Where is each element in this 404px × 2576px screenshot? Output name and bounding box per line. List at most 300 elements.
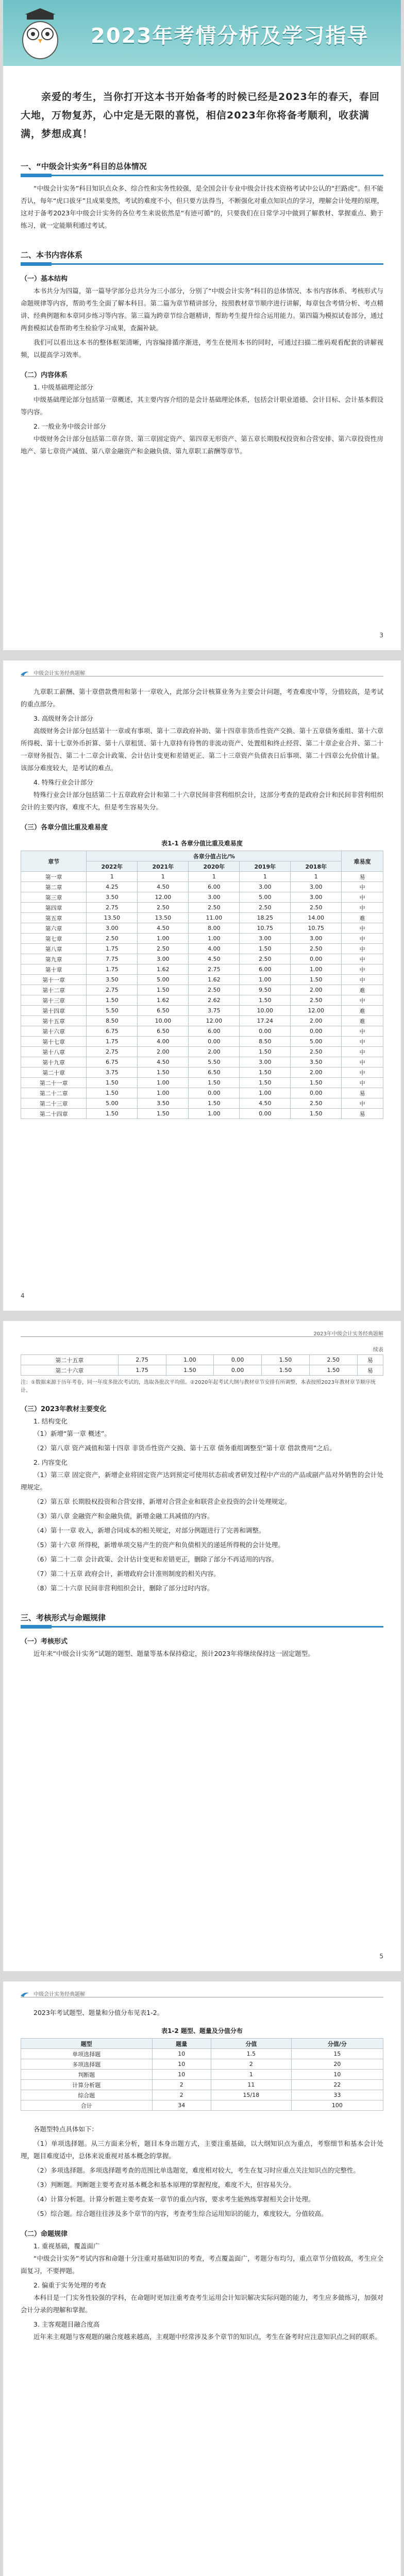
table-row (21, 903, 383, 913)
table-row (21, 934, 383, 944)
table-cell: 10 (152, 2049, 211, 2059)
table-cell: 第十五章 (21, 1016, 87, 1026)
table-cell: 3.00 (291, 882, 342, 892)
change-item: （1）新增“第一章 概述”。 (33, 1430, 111, 1437)
table-row (21, 923, 383, 934)
table-cell: 1.50 (309, 1365, 357, 1376)
table-header-row (21, 851, 383, 861)
table-cell: 中 (342, 1098, 383, 1109)
table-cell: 1.50 (166, 1365, 214, 1376)
column-header: 分值/分 (291, 2039, 383, 2049)
table-row (21, 1098, 383, 1109)
table-cell: 2.00 (189, 1047, 240, 1057)
table-cell: 4.50 (138, 923, 189, 934)
table-cell: 2.50 (87, 934, 138, 944)
paragraph: （2）多项选择题。多项选择题考查的范围比单选题宽，难度相对较大，考生在复习时应重点关注知识点的完整性。 (33, 2166, 360, 2174)
table-cell: 1.75 (87, 944, 138, 954)
table-cell: 8.50 (240, 1037, 291, 1047)
subsection-heading: （二）命题规律 (21, 2230, 68, 2238)
table-cell: 7.75 (87, 954, 138, 964)
section-divider (21, 1626, 383, 1628)
table-cell: 100 (291, 2100, 383, 2111)
table-cell: 5.00 (240, 892, 291, 903)
table-row (21, 872, 383, 882)
table-cell: 3.75 (87, 1067, 138, 1078)
table-row (21, 2090, 383, 2100)
table-cell: 10 (291, 2070, 383, 2080)
table-cell: 1.75 (118, 1365, 166, 1376)
table-row (21, 995, 383, 1006)
table-cell: 12.00 (189, 1016, 240, 1026)
table-cell: 1.50 (291, 975, 342, 985)
table-cell: 1.50 (87, 1088, 138, 1098)
table-cell: 2.75 (118, 1355, 166, 1365)
table-cell: 第十四章 (21, 1006, 87, 1016)
table-cell: 1.00 (240, 975, 291, 985)
table-total-row (21, 2100, 383, 2111)
column-header: 章节 (21, 851, 87, 872)
change-item: （8）第二十六章 民间非营利组织会计，删除了部分过时内容。 (33, 1584, 214, 1592)
table-cell: 1.62 (189, 975, 240, 985)
paragraph: 各题型特点具体如下： (33, 2125, 98, 2133)
paragraph: 本书共分为四篇，第一篇导学部分总共分为三小部分，分别了“中级会计实务”科目的总体情况、本书内容体系、考核形式与命题规律等内容，帮助考生全面了解本科目。第二篇为章节精讲部分，按照教材章节顺序进行讲解，每章包含考情分析、考点精讲、经典例题和本章同步练习等内容。第三篇为跨章节综合题精讲，帮助考生提升综合运用能力。第四篇为模拟试卷部分，通过两套模拟试卷帮助考生检验学习成果，查漏补缺。 (21, 287, 383, 332)
table-cell: 易 (342, 872, 383, 882)
column-header: 2022年 (87, 861, 138, 872)
table-row (21, 2049, 383, 2059)
table-cell: 中 (342, 1078, 383, 1088)
table-cell: 3.00 (240, 882, 291, 892)
table-cell: 第十章 (21, 964, 87, 975)
section-divider (21, 263, 383, 265)
table-cell: 难 (342, 985, 383, 995)
table-cell: 第一章 (21, 872, 87, 882)
table-cell: 3.00 (87, 923, 138, 934)
table-cell: 11.00 (189, 913, 240, 923)
paragraph: 中级财务会计部分包括第二章存货、第三章固定资产、第四章无形资产、第五章长期股权投资和合营安排、第六章投资性房地产、第七章资产减值、第八章金融资产和金融负债、第九章职工薪酬等章节。 (21, 435, 383, 455)
table-cell: 6.75 (87, 1026, 138, 1037)
table-cell: 难 (342, 1006, 383, 1016)
table-cell: 1.50 (87, 1078, 138, 1088)
table-cell: 2.50 (291, 1047, 342, 1057)
table-cell: 2.50 (138, 903, 189, 913)
subsection-heading: （三）2023年教材主要变化 (21, 1405, 107, 1413)
table-cell: 0.00 (214, 1365, 262, 1376)
subsection-heading: （三）各章分值比重及难易度 (21, 824, 108, 832)
table-note: 注：①数据来源于历年考卷，同一年度多批次考试的，选取各批次平均值。②2020年起考试大纲与教材章节安排有所调整，本表按照2023年教材章节顺序统计。 (21, 1380, 376, 1394)
table-cell: 3.50 (291, 1057, 342, 1067)
table-cell: 4.50 (240, 1098, 291, 1109)
section-heading: 一、“中级会计实务”科目的总体情况 (21, 162, 147, 171)
table-cell: 中 (342, 944, 383, 954)
table-cell: 3.50 (87, 892, 138, 903)
table-cell: 0.00 (189, 1088, 240, 1098)
table-cell: 34 (152, 2100, 211, 2111)
table-cell: 10.75 (240, 923, 291, 934)
table-cell: 1.50 (240, 1047, 291, 1057)
table-row (21, 1047, 383, 1057)
table-cell: 判断题 (21, 2070, 153, 2080)
table-cell: 33 (291, 2090, 383, 2100)
table-cell (211, 2100, 292, 2111)
table-cell: 1.50 (262, 1365, 310, 1376)
table-cell: 第四章 (21, 903, 87, 913)
column-header: 题型 (21, 2039, 153, 2049)
item-heading: 2. 偏重于实务处理的考查 (33, 2281, 106, 2289)
table-cell: 3.00 (291, 892, 342, 903)
intro-paragraph: 亲爱的考生，当你打开这本书开始备考的时候已经是2023年的春天，春回大地，万物复苏，心中定是无限的喜悦，相信2023年你将备考顺利，收获满满，梦想成真！ (21, 91, 380, 140)
table-cell: 15 (291, 2049, 383, 2059)
table-row (21, 1057, 383, 1067)
table-header-row (21, 2039, 383, 2049)
table-cell: 2 (211, 2059, 292, 2070)
table-cell: 15/18 (211, 2090, 292, 2100)
table-cell: 3.00 (138, 954, 189, 964)
table-cell: 5.00 (291, 1037, 342, 1047)
table-row (21, 2080, 383, 2090)
table-cell: 6.00 (240, 964, 291, 975)
table-cell: 6.50 (138, 1026, 189, 1037)
table-cell: 3.75 (189, 1006, 240, 1016)
table-cell: 1.00 (240, 1088, 291, 1098)
table-cell: 5.00 (87, 1098, 138, 1109)
paragraph: 高级财务会计部分包括第十一章或有事项、第十二章政府补助、第十四章非货币性资产交换、第十五章债务重组、第十六章所得税、第十七章外币折算、第十八章租赁、第十九章持有待售的非流动资产、处置组和终止经营、第二十章企业合并、第二十一章财务报告、第二十二章会计政策、会计估计变更和差错更正、第二十三章资产负债表日后事项、第二十四章公允价值计量。该部分难度较大，是考试的难点。 (21, 727, 383, 772)
table-cell: 9.50 (240, 985, 291, 995)
table-cell: 第三章 (21, 892, 87, 903)
table-cell: 中 (342, 995, 383, 1006)
subsection-heading: （一）基本结构 (21, 275, 68, 283)
paragraph: 近年来主观题与客观题的融合度越来越高，主观题中经常涉及多个章节的知识点，考生在备考时应注意知识点之间的联系。 (33, 2333, 382, 2341)
change-item: （2）第五章 长期股权投资和合营安排，新增对合营企业和联营企业投资的会计处理规定。 (33, 1498, 291, 1505)
column-group-header: 各章分值占比/% (87, 851, 342, 861)
table-cell: 3.00 (240, 1057, 291, 1067)
table-cell: 1.62 (138, 964, 189, 975)
table-cell: 10.75 (291, 923, 342, 934)
table-row (21, 882, 383, 892)
paragraph: （1）单项选择题。从三方面来分析，题目本身出题方式，主要注重基础，以大纲知识点为重点，考察细节和基本会计处理，题目难度适中，总体来说重视对基本概念的掌握。 (21, 2140, 383, 2160)
table-row (21, 1088, 383, 1098)
table-cell: 0.00 (189, 1037, 240, 1047)
table-row (21, 2059, 383, 2070)
page-number: 3 (379, 632, 383, 639)
table-cell: 第九章 (21, 954, 87, 964)
table-cell: 1.50 (189, 1078, 240, 1088)
table-cell: 中 (342, 892, 383, 903)
question-type-table (21, 2038, 383, 2111)
change-item: 2. 内容变化 (33, 1459, 68, 1466)
table-row (21, 975, 383, 985)
table-cell: 中 (342, 882, 383, 892)
table-cell: 1.00 (189, 1109, 240, 1119)
table-cell: 14.00 (291, 913, 342, 923)
table-cell: 4.50 (138, 882, 189, 892)
table-cell: 2 (152, 2090, 211, 2100)
table-cell: 易 (342, 1109, 383, 1119)
table-cell: 1 (189, 872, 240, 882)
paragraph: （4）计算分析题。计算分析题主要考查某一章节的重点内容，要求考生能熟练掌握相关会计处理。 (33, 2195, 315, 2203)
table-cell: 多项选择题 (21, 2059, 153, 2070)
table-cell: 1.00 (138, 1078, 189, 1088)
table-cell: 1.50 (240, 1067, 291, 1078)
table-cell: 1.50 (138, 1109, 189, 1119)
chapter-weight-table (21, 851, 383, 1119)
table-cell: 2.50 (291, 944, 342, 954)
table-cell: 10.00 (138, 1016, 189, 1026)
table-cell: 第十一章 (21, 975, 87, 985)
table-cell: 合计 (21, 2100, 153, 2111)
table-cell: 2.50 (189, 985, 240, 995)
table-cell: 2.50 (291, 903, 342, 913)
page-number: 4 (21, 1292, 25, 1299)
table-cell: 1.00 (138, 934, 189, 944)
table-cell: 3.00 (291, 934, 342, 944)
item-heading: 1. 重视基础，覆盖面广 (33, 2242, 100, 2250)
table-cell: 5.00 (138, 975, 189, 985)
table-cell: 1 (138, 872, 189, 882)
paragraph: （3）判断题。判断题主要考查对基本概念和基本原理的掌握程度，难度不大，但容易失分。 (33, 2181, 295, 2189)
item-heading: 1. 中级基础理论部分 (33, 383, 93, 391)
paragraph: “中级会计实务”科目知识点众多、综合性和实务性较强，是全国会计专业中级会计技术资格考试中公认的“拦路虎”。但不能否认，每年“虎口拔牙”且成果斐然，考试的难度不小，但只要方法得当，不断强化对重点知识点的学习，理解会计处理的原理，这对于备考2023年中级会计实务的各位考生来说依然是“有迹可循”的，只要我们在日常学习中做到了解教材、掌握重点、勤于练习，就一定能顺利通过考试。 (21, 184, 383, 229)
table-cell: 8.00 (189, 923, 240, 934)
table-cell: 第十七章 (21, 1037, 87, 1047)
table-cell: 2.50 (291, 1098, 342, 1109)
change-item: （7）第二十五章 政府会计，新增政府会计准则制度的相关内容。 (33, 1570, 220, 1578)
table-cell: 中 (342, 923, 383, 934)
table-cell: 1.50 (240, 944, 291, 954)
table-cell: 2.50 (189, 903, 240, 913)
table-cell: 第二十章 (21, 1067, 87, 1078)
table-cell: 2.62 (189, 995, 240, 1006)
table-cell: 0.00 (291, 1026, 342, 1037)
table-cell: 1.62 (138, 995, 189, 1006)
table-row (21, 964, 383, 975)
table-cell: 3.00 (240, 934, 291, 944)
table-cell: 易 (357, 1365, 383, 1376)
table-row (21, 985, 383, 995)
table-row (21, 1006, 383, 1016)
table-cell: 1.50 (240, 1078, 291, 1088)
table-row (21, 1067, 383, 1078)
table-cell: 第二章 (21, 882, 87, 892)
change-item: （6）第二十二章 会计政策、会计估计变更和差错更正，删除了部分不再适用的内容。 (33, 1555, 278, 1563)
change-list (21, 1416, 383, 1595)
table-cell: 13.50 (87, 913, 138, 923)
table-cell: 第二十三章 (21, 1098, 87, 1109)
table-cell: 12.00 (291, 1006, 342, 1016)
table-row (21, 1037, 383, 1047)
column-header: 难易度 (342, 851, 383, 872)
table-cell: 1.00 (189, 934, 240, 944)
table-cell: 10 (152, 2059, 211, 2070)
table-cell: 4.25 (87, 882, 138, 892)
table-cell: 第二十一章 (21, 1078, 87, 1088)
table-cell: 2.75 (87, 985, 138, 995)
table-cell: 2.00 (291, 985, 342, 995)
page-2 (3, 660, 401, 1311)
table-cell: 第十二章 (21, 985, 87, 995)
paragraph: 2023年考试题型、题量和分值分布见表1-2。 (33, 2009, 164, 2016)
table-cell: 第二十六章 (21, 1365, 119, 1376)
table-cell: 2.50 (240, 954, 291, 964)
table-cell: 1 (291, 872, 342, 882)
table-cell: 6.75 (87, 1057, 138, 1067)
change-item: （1）第三章 固定资产，新增企业将固定资产达到预定可使用状态前或者研发过程中产出的产品或副产品对外销售的会计处理规定。 (21, 1471, 383, 1491)
table-cell: 中 (342, 903, 383, 913)
paragraph: “中级会计实务”考试内容和命题十分注重对基础知识的考查，考点覆盖面广，考题分布均匀，重点章节分值较高，考生应全面复习，不要押题。 (21, 2255, 383, 2275)
column-header: 2019年 (240, 861, 291, 872)
table-cell: 2.75 (189, 964, 240, 975)
table-cell: 17.24 (240, 1016, 291, 1026)
table-cell: 中 (342, 1047, 383, 1057)
table-cell: 1.50 (189, 1098, 240, 1109)
column-header: 题量 (152, 2039, 211, 2049)
table-cell: 1.50 (87, 995, 138, 1006)
running-head (21, 1981, 383, 1997)
table-cell: 易 (357, 1355, 383, 1365)
running-head-text: 中级会计实务经典题解 (33, 671, 86, 676)
table-row (21, 1355, 383, 1365)
table-cell: 1.00 (166, 1355, 214, 1365)
table-caption: 表1-2 题型、题量及分值分布 (161, 2027, 243, 2035)
table-cell: 综合题 (21, 2090, 153, 2100)
table-cell: 1.50 (262, 1355, 310, 1365)
table-cell: 第八章 (21, 944, 87, 954)
table-cell: 3.50 (138, 1098, 189, 1109)
table-cell: 第七章 (21, 934, 87, 944)
table-cell: 难 (342, 913, 383, 923)
change-item: （5）第十六章 所得税，新增单项交易产生的资产和负债相关的递延所得税的会计处理。 (33, 1541, 284, 1549)
running-head-text: 中级会计实务经典题解 (33, 1992, 86, 1997)
table-cell: 2 (152, 2080, 211, 2090)
table-cell: 12.00 (138, 892, 189, 903)
table-cell: 10 (152, 2070, 211, 2080)
table-row (21, 1109, 383, 1119)
paragraph: 九章职工薪酬、第十章借款费用和第十一章收入，此部分会计核算业务为主要会计问题，考查难度中等，分值较高，是考试的重点部分。 (21, 688, 383, 708)
table-cell: 第五章 (21, 913, 87, 923)
table-cell: 第二十二章 (21, 1088, 87, 1098)
table-cell: 4.50 (138, 1057, 189, 1067)
column-header: 2020年 (189, 861, 240, 872)
table-cell: 1.00 (291, 964, 342, 975)
table-cell: 11 (211, 2080, 292, 2090)
table-cell: 中 (342, 934, 383, 944)
subsection-heading: （二）内容体系 (21, 371, 68, 379)
table-cell: 6.50 (189, 1067, 240, 1078)
table-cell: 1.50 (138, 1067, 189, 1078)
table-cell: 易 (342, 1088, 383, 1098)
table-cell: 0.00 (240, 1109, 291, 1119)
table-cell: 22 (291, 2080, 383, 2090)
table-cell: 2.00 (138, 1047, 189, 1057)
page-1 (3, 0, 401, 650)
running-head-text: 2023年中级会计实务经典题解 (313, 1331, 383, 1337)
table-cell: 1.75 (87, 964, 138, 975)
header-banner (3, 0, 401, 66)
table-cell: 1.50 (291, 1078, 342, 1088)
table-row (21, 2070, 383, 2080)
table-row (21, 1016, 383, 1026)
table-cell: 18.25 (240, 913, 291, 923)
column-header: 2018年 (291, 861, 342, 872)
table-row (21, 954, 383, 964)
table-cell: 第十六章 (21, 1026, 87, 1037)
table-cell: 中 (342, 1067, 383, 1078)
table-cell: 6.00 (189, 1026, 240, 1037)
table-cell: 1.5 (211, 2049, 292, 2059)
table-cell: 10.00 (240, 1006, 291, 1016)
table-cell: 2.75 (87, 903, 138, 913)
table-cell: 2.50 (240, 903, 291, 913)
table-cell: 计算分析题 (21, 2080, 153, 2090)
table-cell: 中 (342, 964, 383, 975)
change-item: （4）第十一章 收入，新增合同成本的相关规定，对部分例题进行了完善和调整。 (33, 1527, 265, 1534)
table-cell: 3.00 (189, 892, 240, 903)
table-cell: 中 (342, 1037, 383, 1047)
table-cell: 4.00 (189, 944, 240, 954)
table-cell: 4.50 (189, 954, 240, 964)
table-cell: 第六章 (21, 923, 87, 934)
table-cell: 中 (342, 975, 383, 985)
table-row (21, 1365, 383, 1376)
table-row (21, 944, 383, 954)
bird-logo-icon (21, 671, 29, 676)
table-row (21, 1026, 383, 1037)
table-cell: 5.50 (87, 1006, 138, 1016)
table-body (21, 872, 383, 1119)
change-item: （2）第八章 资产减值和第十四章 非货币性资产交换、第十五章 债务重组调整至“第十章 借款费用”之后。 (33, 1444, 336, 1452)
page-3 (3, 1321, 401, 1971)
item-heading: 2. 一般业务中级会计部分 (33, 422, 106, 430)
table-cell: 1.50 (291, 1109, 342, 1119)
table-cell: 2.50 (309, 1355, 357, 1365)
chapter-weight-table-continued (21, 1354, 383, 1376)
paragraph: 中级基础理论部分包括第一章概述，其主要内容介绍的是会计基础理论体系，包括会计职业道德、会计目标、会计基本假设等内容。 (21, 396, 383, 416)
column-header: 2021年 (138, 861, 189, 872)
item-heading: 3. 高级财务会计部分 (33, 715, 93, 722)
running-head (21, 1321, 383, 1336)
table-cell: 第二十四章 (21, 1109, 87, 1119)
table-cell: 0.00 (291, 1088, 342, 1098)
table-row (21, 913, 383, 923)
table-cell: 1.50 (87, 1109, 138, 1119)
column-header: 分值 (211, 2039, 292, 2049)
table-cell: 1 (87, 872, 138, 882)
item-heading: 3. 主客观题目融合度高 (33, 2320, 100, 2328)
table-cell: 2.00 (291, 1016, 342, 1026)
owl-mascot-icon (15, 7, 65, 61)
table-cell: 8.50 (87, 1016, 138, 1026)
table-cell: 1.50 (138, 985, 189, 995)
table-cell: 2.50 (138, 944, 189, 954)
table-cell: 1 (211, 2070, 292, 2080)
table-cell: 1.50 (240, 995, 291, 1006)
table-cell: 单项选择题 (21, 2049, 153, 2059)
table-cell: 3.50 (87, 975, 138, 985)
table-cell: 2.75 (87, 1047, 138, 1057)
bird-logo-icon (21, 1992, 29, 1997)
table-cell: 4.00 (138, 1037, 189, 1047)
paragraph: 近年来“中级会计实务”试题的题型、题量等基本保持稳定，预计2023年将继续保持这一固定题型。 (33, 1650, 314, 1657)
table-cell: 20 (291, 2059, 383, 2070)
paragraph: 本科目是一门实务性较强的学科，在命题时更加注重考查考生运用会计知识解决实际问题的能力，考生应多做练习，加强对会计分录的理解和掌握。 (21, 2294, 383, 2314)
paragraph: （5）综合题。综合题往往涉及多个章节的内容，考查考生综合运用知识的能力，难度较大，分值较高。 (33, 2210, 328, 2217)
page-4 (3, 1981, 401, 2576)
table-row (21, 892, 383, 903)
table-cell: 2.00 (291, 1067, 342, 1078)
paragraph: 特殊行业会计部分包括第二十五章政府会计和第二十六章民间非营利组织会计，这部分考查的是政府会计和民间非营利组织会计的主要内容，难度不大，但是考生容易失分。 (21, 791, 383, 811)
table-cell: 0.00 (240, 1026, 291, 1037)
table-cell: 第十三章 (21, 995, 87, 1006)
table-cell: 中 (342, 954, 383, 964)
